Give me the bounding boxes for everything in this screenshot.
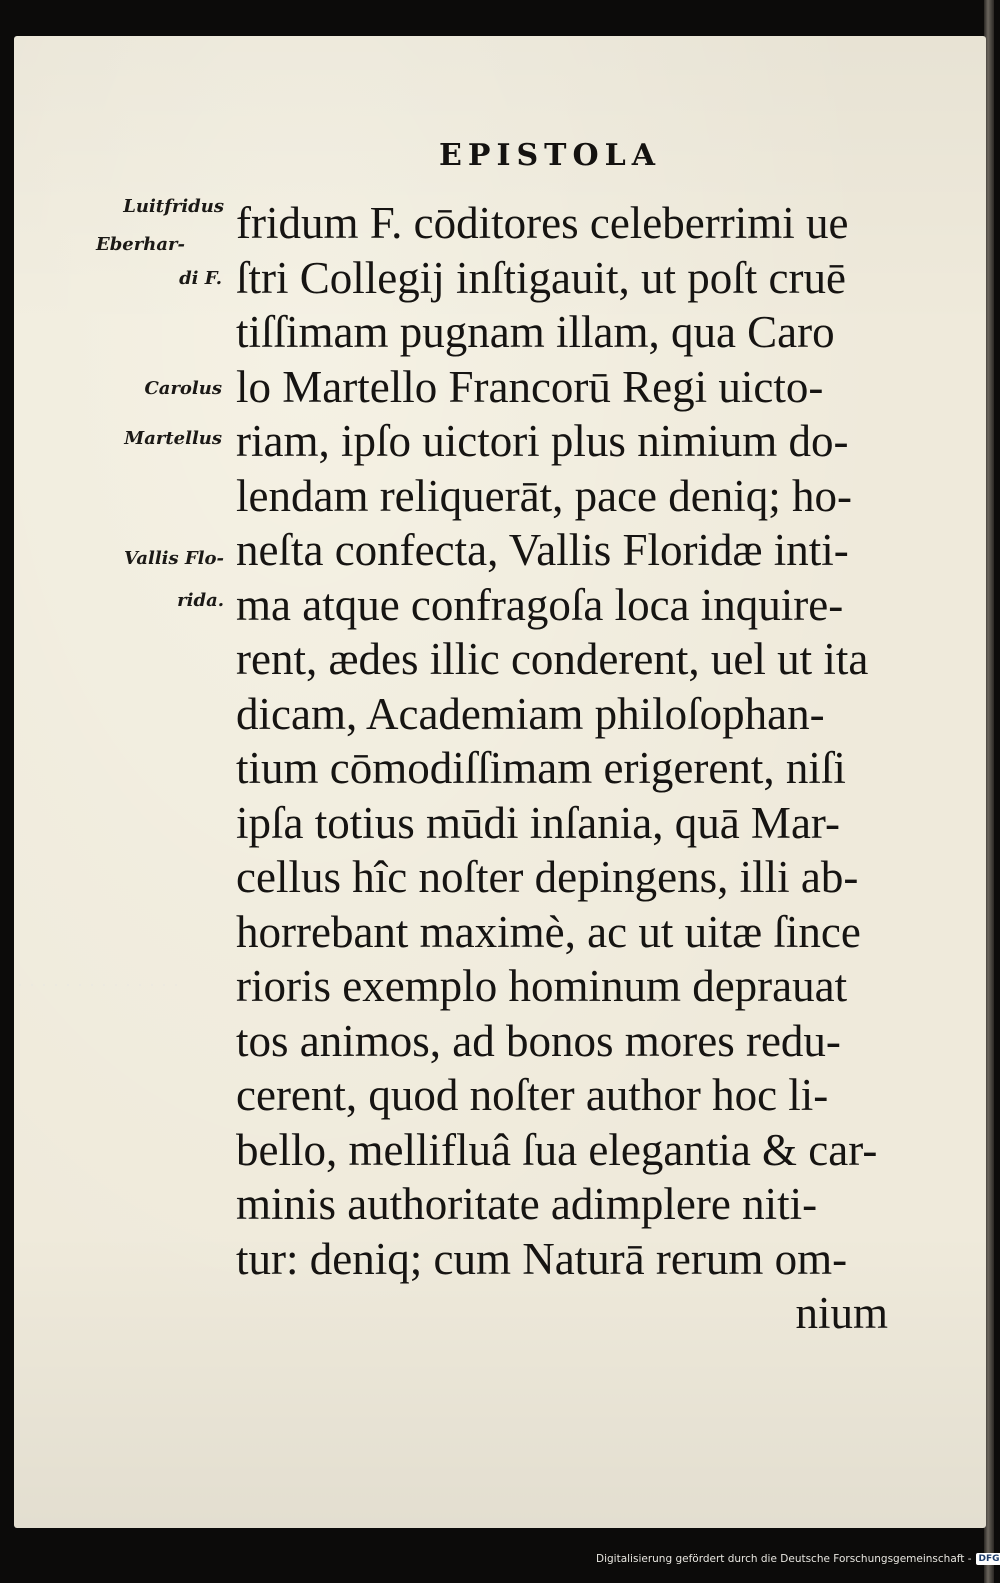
text-line: tium cōmodiſſimam erigerent, niſi (236, 743, 846, 793)
text-line: ſtri Collegij inſtigauit, ut poſt cruē (236, 252, 846, 303)
page-body-text (236, 196, 896, 1341)
text-line: tiſſimam pugnam illam, qua Caro (236, 307, 835, 357)
margin-note-eberhar: Eberhar- (96, 234, 185, 255)
text-line: bello, mellifluâ ſua elegantia & car- (236, 1124, 878, 1175)
scan-artifact-dots (14, 984, 184, 986)
dfg-logo: DFG (976, 1553, 1000, 1565)
text-line: horrebant maximè, ac ut uitæ ſince (236, 906, 861, 957)
text-line: cerent, quod noſter author hoc li- (236, 1070, 829, 1120)
text-line: ma atque confragoſa loca inquire- (236, 579, 844, 630)
margin-note-luitfridus: Luitfridus (123, 196, 224, 217)
text-line: ipſa totius mūdi inſania, quā Mar- (236, 797, 840, 848)
margin-note-di-f: di F. (179, 268, 222, 289)
text-line: fridum F. cōditores celeberrimi ue (236, 198, 849, 248)
text-line: tos animos, ad bonos mores redu- (236, 1015, 841, 1066)
text-line: lendam reliquerāt, pace deniq; ho- (236, 470, 852, 521)
text-line: rioris exemplo hominum deprauat (236, 961, 848, 1011)
text-line: riam, ipſo uictori plus nimium do- (236, 416, 849, 466)
text-line: cellus hîc noſter depingens, illi ab- (236, 852, 859, 902)
text-line: neſta confecta, Vallis Floridæ inti- (236, 525, 849, 575)
margin-note-vallis-flo: Vallis Flo- (124, 548, 224, 569)
text-line: tur: deniq; cum Naturā rerum om- (236, 1233, 848, 1284)
text-line: lo Martello Francorū Regi uicto- (236, 361, 824, 412)
text-line: minis authoritate adimplere niti- (236, 1179, 818, 1229)
catchword: nium (795, 1288, 888, 1338)
margin-note-rida: rida. (177, 590, 224, 611)
footer-text: Digitalisierung gefördert durch die Deutsche Forschungsgemeinschaft - (596, 1553, 972, 1565)
text-line: dicam, Academiam philoſophan- (236, 688, 825, 739)
text-line: rent, ædes illic conderent, uel ut ita (236, 634, 869, 684)
margin-note-martellus: Martellus (124, 428, 222, 449)
digitization-footer (596, 1553, 1000, 1565)
page-running-head: EPISTOLA (439, 138, 661, 173)
margin-note-carolus: Carolus (144, 378, 222, 399)
